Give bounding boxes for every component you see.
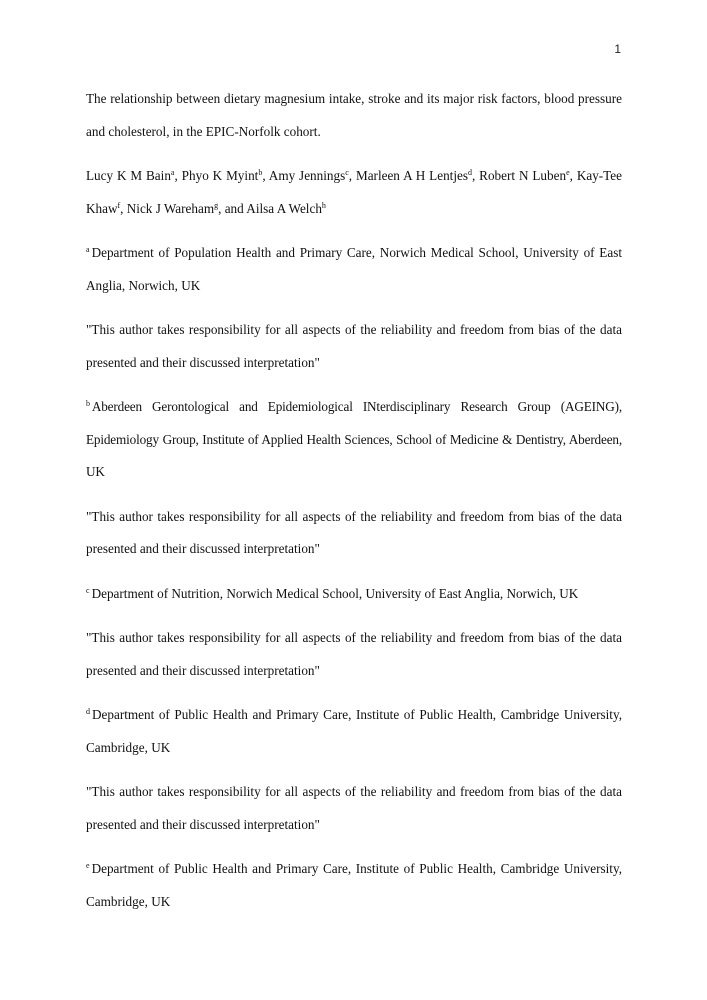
affiliation-label: e (86, 861, 90, 870)
affiliation-label: b (86, 399, 90, 408)
responsibility-statement (86, 622, 622, 687)
author-separator: , (471, 168, 480, 183)
affiliation-mark: d (467, 168, 472, 177)
author-name: Nick J Wareham (126, 200, 215, 216)
affiliation-text: "This author takes responsibility for all aspects of the reliability and freedom from bias of the data presented and their discussed interpretation" (86, 508, 622, 556)
author-separator: , (174, 168, 182, 183)
affiliation-text: "This author takes responsibility for all aspects of the reliability and freedom from bias of the data presented and their discussed interpretation" (86, 322, 622, 370)
author-name: Amy Jennings (268, 168, 346, 183)
affiliation-text: Department of Public Health and Primary Care, Institute of Public Health, Cambridge University, Cambridge, UK (86, 861, 622, 909)
affiliation-text: Aberdeen Gerontological and Epidemiological INterdisciplinary Research Group (AGEING), Epidemiology Group, Institute of Applied Health Sciences, School of Medicine & Dentistry, Aberdeen, UK (86, 399, 622, 479)
author-list (86, 160, 622, 225)
affiliation-label: d (86, 707, 90, 716)
author-separator: , and (218, 200, 247, 216)
affiliation-mark: e (566, 168, 570, 177)
affiliation-mark: g (214, 200, 219, 210)
affiliation-list (86, 237, 622, 918)
affiliation-paragraph (86, 391, 622, 489)
affiliation-text: Department of Population Health and Primary Care, Norwich Medical School, University of East Anglia, Norwich, UK (86, 245, 622, 293)
page-number: 1 (614, 42, 621, 56)
page-content (86, 83, 622, 930)
author-name: Marleen A H Lentjes (355, 168, 468, 183)
author-separator: , (348, 168, 356, 183)
author-separator: , (569, 168, 577, 183)
author-separator: , (120, 200, 127, 216)
affiliation-mark: a (170, 168, 175, 177)
affiliation-paragraph (86, 237, 622, 302)
paper-title: The relationship between dietary magnesium intake, stroke and its major risk factors, blood pressure and cholesterol, in the EPIC-Norfolk cohort. (86, 91, 622, 139)
responsibility-statement (86, 501, 622, 566)
affiliation-paragraph (86, 699, 622, 764)
affiliation-text: "This author takes responsibility for all aspects of the reliability and freedom from bias of the data presented and their discussed interpretation" (86, 784, 622, 832)
affiliation-label: a (86, 245, 90, 254)
responsibility-statement (86, 314, 622, 379)
affiliation-text: "This author takes responsibility for all aspects of the reliability and freedom from bias of the data presented and their discussed interpretation" (86, 630, 622, 678)
affiliation-text: Department of Nutrition, Norwich Medical School, University of East Anglia, Norwich, UK (91, 585, 579, 601)
author-name: Kay-Tee Khaw (86, 168, 623, 216)
affiliation-text: Department of Public Health and Primary Care, Institute of Public Health, Cambridge University, Cambridge, UK (86, 707, 622, 755)
affiliation-mark: c (345, 168, 349, 177)
affiliation-mark: f (117, 200, 121, 210)
affiliation-label: c (86, 585, 90, 595)
responsibility-statement (86, 776, 622, 841)
author-name: Robert N Luben (479, 168, 567, 183)
affiliation-mark: h (321, 200, 326, 210)
affiliation-paragraph (86, 853, 622, 918)
affiliation-mark: b (258, 168, 263, 177)
author-name: Ailsa A Welch (246, 200, 322, 216)
author-separator: , (262, 168, 269, 183)
author-name: Lucy K M Bain (86, 168, 171, 183)
author-name: Phyo K Myint (181, 168, 259, 183)
affiliation-paragraph (86, 578, 622, 611)
